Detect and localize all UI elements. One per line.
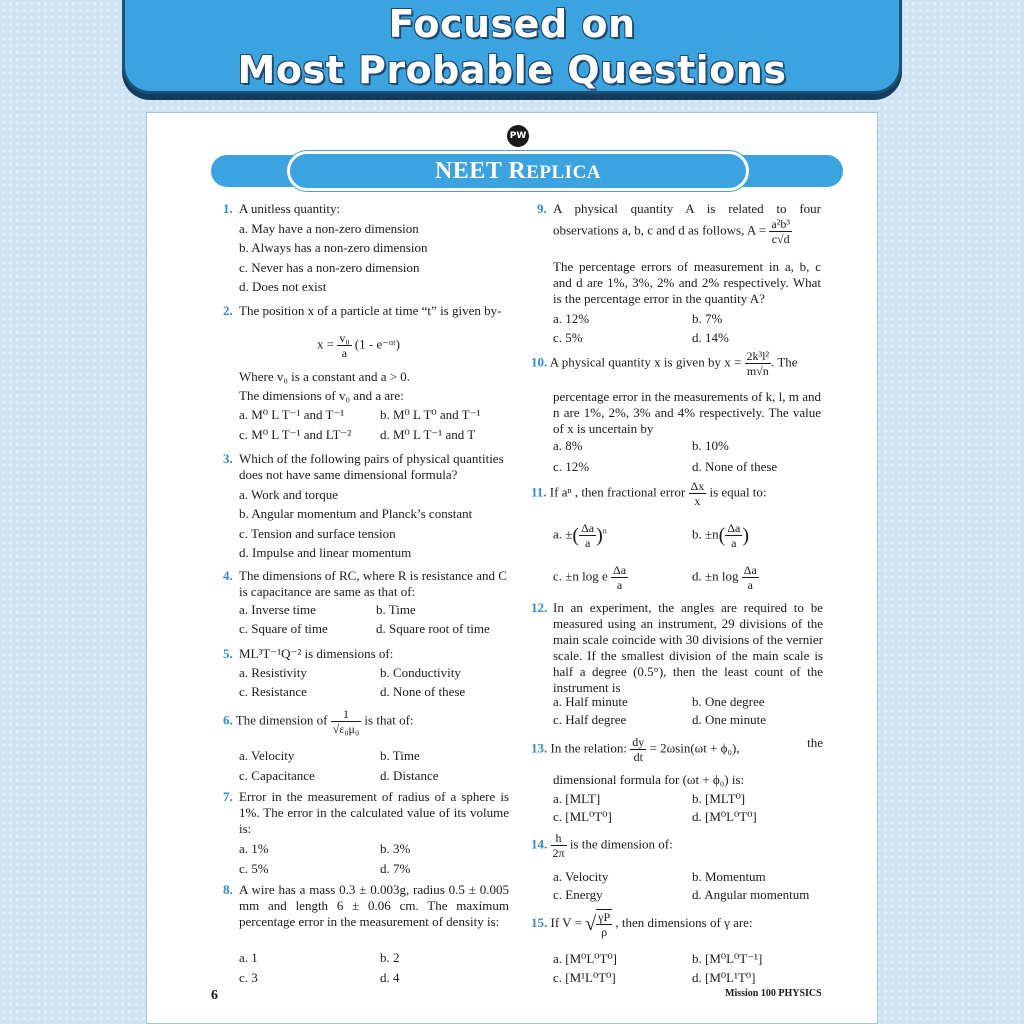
fraction-denominator: m√n [746, 364, 769, 378]
option-a: a. M⁰ L T⁻¹ and T⁻¹ [239, 407, 345, 422]
question-number: 2. [223, 303, 233, 318]
fraction-denominator: dt [633, 750, 643, 764]
question-text: ML³T⁻¹Q⁻² is dimensions of: [239, 646, 394, 661]
question-number: 5. [223, 646, 233, 661]
question-number: 9. [537, 201, 547, 216]
fraction-denominator: 2π [552, 846, 565, 860]
question-13 [531, 735, 823, 764]
question-number: 10. [531, 354, 548, 370]
equation-rhs: = 2ωsin(ωt + ϕ₀), [649, 740, 740, 756]
option-c: c. Tension and surface tension [239, 526, 396, 541]
option-c [553, 563, 628, 592]
option-a: a. Half minute [553, 694, 628, 709]
option-b: b. 7% [692, 311, 723, 326]
fraction-denominator: a [584, 536, 591, 550]
fraction-numerator: Δx [690, 479, 705, 493]
option-b: b. M⁰ L T⁰ and T⁻¹ [380, 407, 481, 422]
question-text: Error in the measurement of radius of a sphere is 1%. The error in the calculated value of its volume is: [239, 789, 509, 836]
fraction-numerator: Δa [727, 521, 741, 535]
option-c: c. 5% [239, 861, 269, 876]
option-a: a. [M⁰L⁰T⁰] [553, 951, 618, 966]
header-banner [122, 0, 902, 94]
option-d: d. One minute [692, 712, 767, 727]
question-number: 8. [223, 882, 233, 897]
question-text: percentage error in the measurements of k, l, m and n are 1%, 2%, 3% and 4% respectively. The value of x is uncertain by [553, 389, 821, 436]
fraction [630, 735, 646, 764]
fraction-denominator: a [747, 578, 753, 592]
option-b: b. [M⁰L⁰T⁻¹] [692, 951, 763, 966]
question-text: dimensional formula for (ωt + ϕ₀) is: [553, 772, 745, 787]
option-c: c. 5% [553, 330, 583, 345]
section-title [287, 151, 749, 191]
fraction-numerator: 1 [331, 707, 361, 722]
option-c: c. Square of time [239, 621, 328, 636]
option-d [692, 563, 759, 592]
option-b: b. ±n( $\frac{\Delta a}{a}$ ) [692, 521, 750, 550]
option-a: a. Resistivity [239, 665, 307, 680]
option-d: d. Distance [380, 768, 439, 783]
option-b: b. 2 [380, 950, 400, 965]
question-14 [531, 831, 673, 860]
question-number: 3. [223, 451, 233, 466]
page-number: 6 [211, 988, 218, 1003]
question-number: 1. [223, 201, 233, 216]
option-a: a. Inverse time [239, 602, 316, 617]
question-text: observations a, b, c and d as follows, [553, 222, 745, 238]
question-text: is equal to: [709, 484, 767, 500]
option-d: d. [M⁰L⁰T⁰] [692, 809, 757, 824]
equation-lhs: A = [746, 222, 767, 238]
option-d: d. [M⁰L¹T⁰] [692, 970, 756, 985]
option-d: d. Impulse and linear momentum [239, 545, 412, 560]
option-a: a. Velocity [239, 748, 295, 763]
question-text: In an experiment, the angles are required to be measured using an instrument, 29 divisions of the main scale coincide with 30 divisions of the vernier scale. If the smallest division of the main scale is half a degree (0.5°), then the least count of the instrument is [553, 600, 823, 695]
question-line: The dimensions of v₀ and a are: [239, 388, 404, 403]
option-a: a. ±( $\frac{\Delta a}{a}$ )$^n$ [553, 521, 607, 550]
fraction-denominator: a [616, 578, 623, 592]
option-a: a. 8% [553, 438, 583, 453]
option-b: b. Always has a non-zero dimension [239, 240, 428, 255]
question-text: If aⁿ , then fractional error [549, 484, 686, 500]
fraction-denominator: x [694, 494, 701, 508]
book-title: Mission 100 PHYSICS [725, 988, 822, 999]
question-text: A wire has a mass 0.3 ± 0.003g, radius 0.5 ± 0.005 mm and length 6 ± 0.06 cm. The maximum percentage error in the measurement of density is: [239, 882, 509, 929]
option-a-prefix: a. ± [553, 526, 573, 542]
fraction [725, 521, 742, 550]
fraction-numerator: h [551, 831, 567, 846]
fraction-denominator: a [731, 536, 737, 550]
option-b: b. Momentum [692, 869, 766, 884]
option-b: b. 10% [692, 438, 729, 453]
option-a: a. [MLT] [553, 791, 601, 806]
option-b-prefix: b. ±n [692, 526, 719, 542]
fraction-denominator: a [341, 346, 348, 360]
banner-line-2: Most Probable Questions [237, 48, 787, 92]
question-text: The percentage errors of measurement in a, b, c and d are 1%, 3%, 2% and 2% respectively. What is the percentage error in the quantity A? [553, 259, 821, 306]
option-c: c. [ML⁰T⁰] [553, 809, 612, 824]
question-text: The position x of a particle at time “t” is given by- [239, 303, 502, 318]
question-line [553, 217, 792, 246]
question-number: 12. [531, 600, 548, 615]
option-c: c. 12% [553, 459, 590, 474]
fraction-numerator: Δa [581, 521, 595, 535]
fraction [596, 909, 612, 939]
option-d: d. None of these [692, 459, 778, 474]
question-text: is that of: [364, 712, 414, 728]
option-d: d. Angular momentum [692, 887, 810, 902]
fraction [579, 521, 596, 550]
question-text: If V = [550, 914, 582, 930]
option-c-prefix: c. ±n log e [553, 568, 608, 584]
option-d: d. 7% [380, 861, 411, 876]
question-11 [531, 479, 767, 508]
question-number: 6. [223, 712, 233, 728]
question-number: 4. [223, 568, 233, 583]
option-c: c. M⁰ L T⁻¹ and LT⁻² [239, 427, 352, 442]
question-text: is the dimension of: [569, 836, 673, 852]
question-10 [531, 349, 798, 378]
option-c: c. Capacitance [239, 768, 315, 783]
fraction-numerator: a²b³ [771, 217, 790, 231]
option-c: c. [M¹L⁰T⁰] [553, 970, 616, 985]
equation [317, 331, 400, 360]
option-c: c. Never has a non-zero dimension [239, 260, 420, 275]
option-d: d. Square root of time [376, 621, 490, 636]
section-title-main: NEET R [434, 158, 527, 184]
option-d: d. M⁰ L T⁻¹ and T [380, 427, 476, 442]
question-text: The dimension of [235, 712, 328, 728]
question-number: 7. [223, 789, 233, 804]
option-b: b. Angular momentum and Planck’s constant [239, 506, 473, 521]
option-b: b. Time [380, 748, 420, 763]
question-text: Which of the following pairs of physical quantities does not have same dimensional formula? [239, 451, 504, 482]
option-d: d. None of these [380, 684, 466, 699]
question-text: A physical quantity A is related to four [553, 201, 821, 216]
question-text: A unitless quantity: [239, 201, 341, 216]
equation-lhs: x = [724, 354, 742, 370]
ribbon-right [743, 155, 843, 187]
option-a: a. May have a non-zero dimension [239, 221, 419, 236]
fraction-numerator: v₀ [339, 331, 350, 345]
question-6 [223, 707, 414, 736]
question-text: . The [771, 354, 798, 370]
fraction-denominator: ρ [601, 925, 608, 939]
question-number: 13. [531, 740, 548, 756]
option-c: c. Resistance [239, 684, 307, 699]
fraction-numerator: 2k³l² [746, 349, 770, 363]
question-number: 15. [531, 914, 548, 930]
fraction [331, 707, 361, 736]
fraction [745, 349, 772, 378]
question-text: A physical quantity x is given by [549, 354, 721, 370]
option-d-prefix: d. ±n log [692, 568, 739, 584]
option-a: a. Work and torque [239, 487, 339, 502]
option-b: b. Conductivity [380, 665, 461, 680]
option-b: b. Time [376, 602, 416, 617]
option-a: a. 12% [553, 311, 590, 326]
question-number: 14. [531, 836, 548, 852]
question-text: In the relation: [550, 740, 628, 756]
section-title-smallcaps: EPLICA [526, 162, 602, 183]
question-line: Where v₀ is a constant and a > 0. [239, 369, 411, 384]
equation-rhs: (1 - e⁻ᵅᵗ) [354, 336, 400, 352]
banner-line-1: Focused on [388, 2, 636, 46]
fraction [337, 331, 351, 360]
fraction-numerator: Δa [743, 563, 757, 577]
question-text: The dimensions of RC, where R is resistance and C is capacitance are same as that of: [239, 568, 507, 599]
option-b: b. 3% [380, 841, 411, 856]
option-b: b. One degree [692, 694, 765, 709]
fraction [551, 831, 567, 860]
option-a-exponent: n [602, 526, 607, 536]
option-a: a. 1% [239, 841, 269, 856]
option-c: c. Energy [553, 887, 603, 902]
fraction [611, 563, 628, 592]
option-b: b. [MLT⁰] [692, 791, 746, 806]
document-page [146, 112, 878, 1024]
fraction-numerator: γP [598, 910, 611, 924]
option-d: d. 14% [692, 330, 729, 345]
option-c: c. Half degree [553, 712, 627, 727]
question-text: the [807, 735, 823, 750]
option-a: a. Velocity [553, 869, 609, 884]
pw-logo: PW [507, 125, 529, 147]
option-d: d. Does not exist [239, 279, 327, 294]
equation-lhs: x = [317, 336, 335, 352]
fraction-denominator: c√d [771, 232, 790, 246]
fraction-denominator: √ε₀μ₀ [332, 722, 360, 736]
question-number: 11. [531, 484, 547, 500]
fraction [769, 217, 792, 246]
fraction-numerator: Δa [613, 563, 627, 577]
question-text: , then dimensions of γ are: [615, 914, 753, 930]
question-15: 15. If V = √ $\frac{\gamma P}{\rho}$ , then dimensions of γ are: [531, 910, 753, 939]
option-d: d. 4 [380, 970, 400, 985]
option-c: c. 3 [239, 970, 258, 985]
fraction [689, 479, 707, 508]
option-a: a. 1 [239, 950, 258, 965]
fraction-numerator: dy [632, 735, 645, 749]
fraction [742, 563, 759, 592]
